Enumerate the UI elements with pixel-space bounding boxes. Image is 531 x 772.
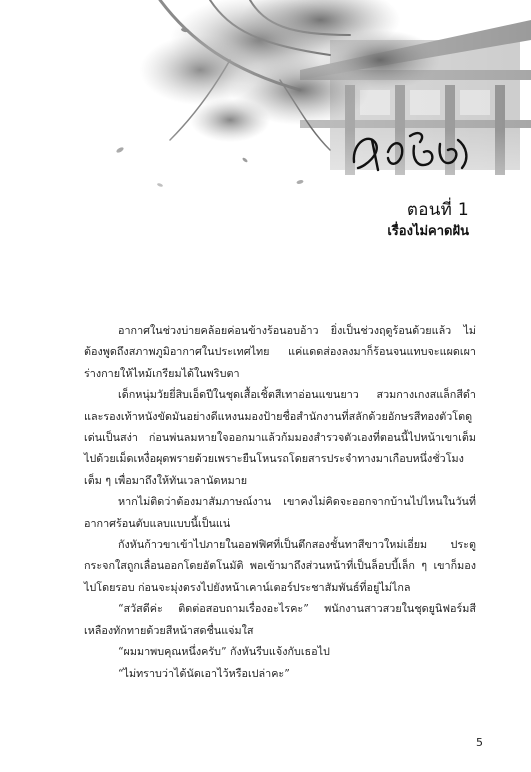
chapter-title: เรื่องไม่คาดฝัน (387, 224, 469, 239)
paragraph: “ไม่ทราบว่าได้นัดเอาไว้หรือเปล่าคะ” (118, 666, 290, 680)
paragraph: กังหันก้าวขาเข้าไปภายในออฟฟิศที่เป็นตึกสองชั้นทาสีขาวใหม่เอี่ยม ประตูกระจกใสถูกเลื่อนออกโดยอัตโนมัติ พอเข้ามาถึงส่วนหน้าที่เป็นล็อบบี้เล็ก ๆ เขาก็มองไปโดยรอบ ก่อนจะมุ่งตรงไปยังหน้าเคาน์เตอร์ประชาสัมพันธ์ที่อยู่ไม่ไกล (84, 538, 476, 594)
paragraph: อากาศในช่วงบ่ายคล้อยค่อนข้างร้อนอบอ้าว ยิ่งเป็นช่วงฤดูร้อนด้วยแล้ว ไม่ต้องพูดถึงสภาพภูมิอากาศในประเทศไทย แค่แดดส่องลงมาก็ร้อนจนแทบจะแผดเผาร่างกายให้ไหม้เกรียมได้ในพริบตา (84, 324, 476, 380)
page-number: 5 (476, 736, 483, 749)
chapter-number: ตอนที่ 1 (406, 200, 469, 220)
body-text (84, 320, 476, 684)
paragraph: หากไม่ติดว่าต้องมาสัมภาษณ์งาน เขาคงไม่คิดจะออกจากบ้านไปไหนในวันที่อากาศร้อนตับแลบแบบนี้เป็นแน่ (84, 495, 476, 530)
paragraph: เด็กหนุ่มวัยยี่สิบเอ็ดปีในชุดเสื้อเชิ้ตสีเทาอ่อนแขนยาว สวมกางเกงสแล็กสีดำและรองเท้าหนังขัดมันอย่างดีแหงนมองป้ายชื่อสำนักงานที่สลักด้วยอักษรสีทองตัวโตดูเด่นเป็นสง่า ก่อนพ่นลมหายใจออกมาแล้วก้มมองสำรวจตัวเองที่ตอนนี้ไปหน้าเขาเต็มไปด้วยเม็ดเหงื่อผุดพรายด้วยเพราะยืนโหนรถโดยสารประจำทางมาเกือบหนึ่งชั่วโมงเต็ม ๆ เพื่อมาถึงให้ทันเวลานัดหมาย (84, 388, 476, 487)
paragraph: “ผมมาพบคุณหนึ่งครับ” กังหันรีบแจ้งกับเธอไป (118, 645, 330, 659)
paragraph: “สวัสดีค่ะ ติดต่อสอบถามเรื่องอะไรคะ” พนักงานสาวสวยในชุดยูนิฟอร์มสีเหลืองทักทายด้วยสีหน้าสดชื่นแจ่มใส (84, 602, 476, 637)
series-title-logo (348, 122, 478, 182)
